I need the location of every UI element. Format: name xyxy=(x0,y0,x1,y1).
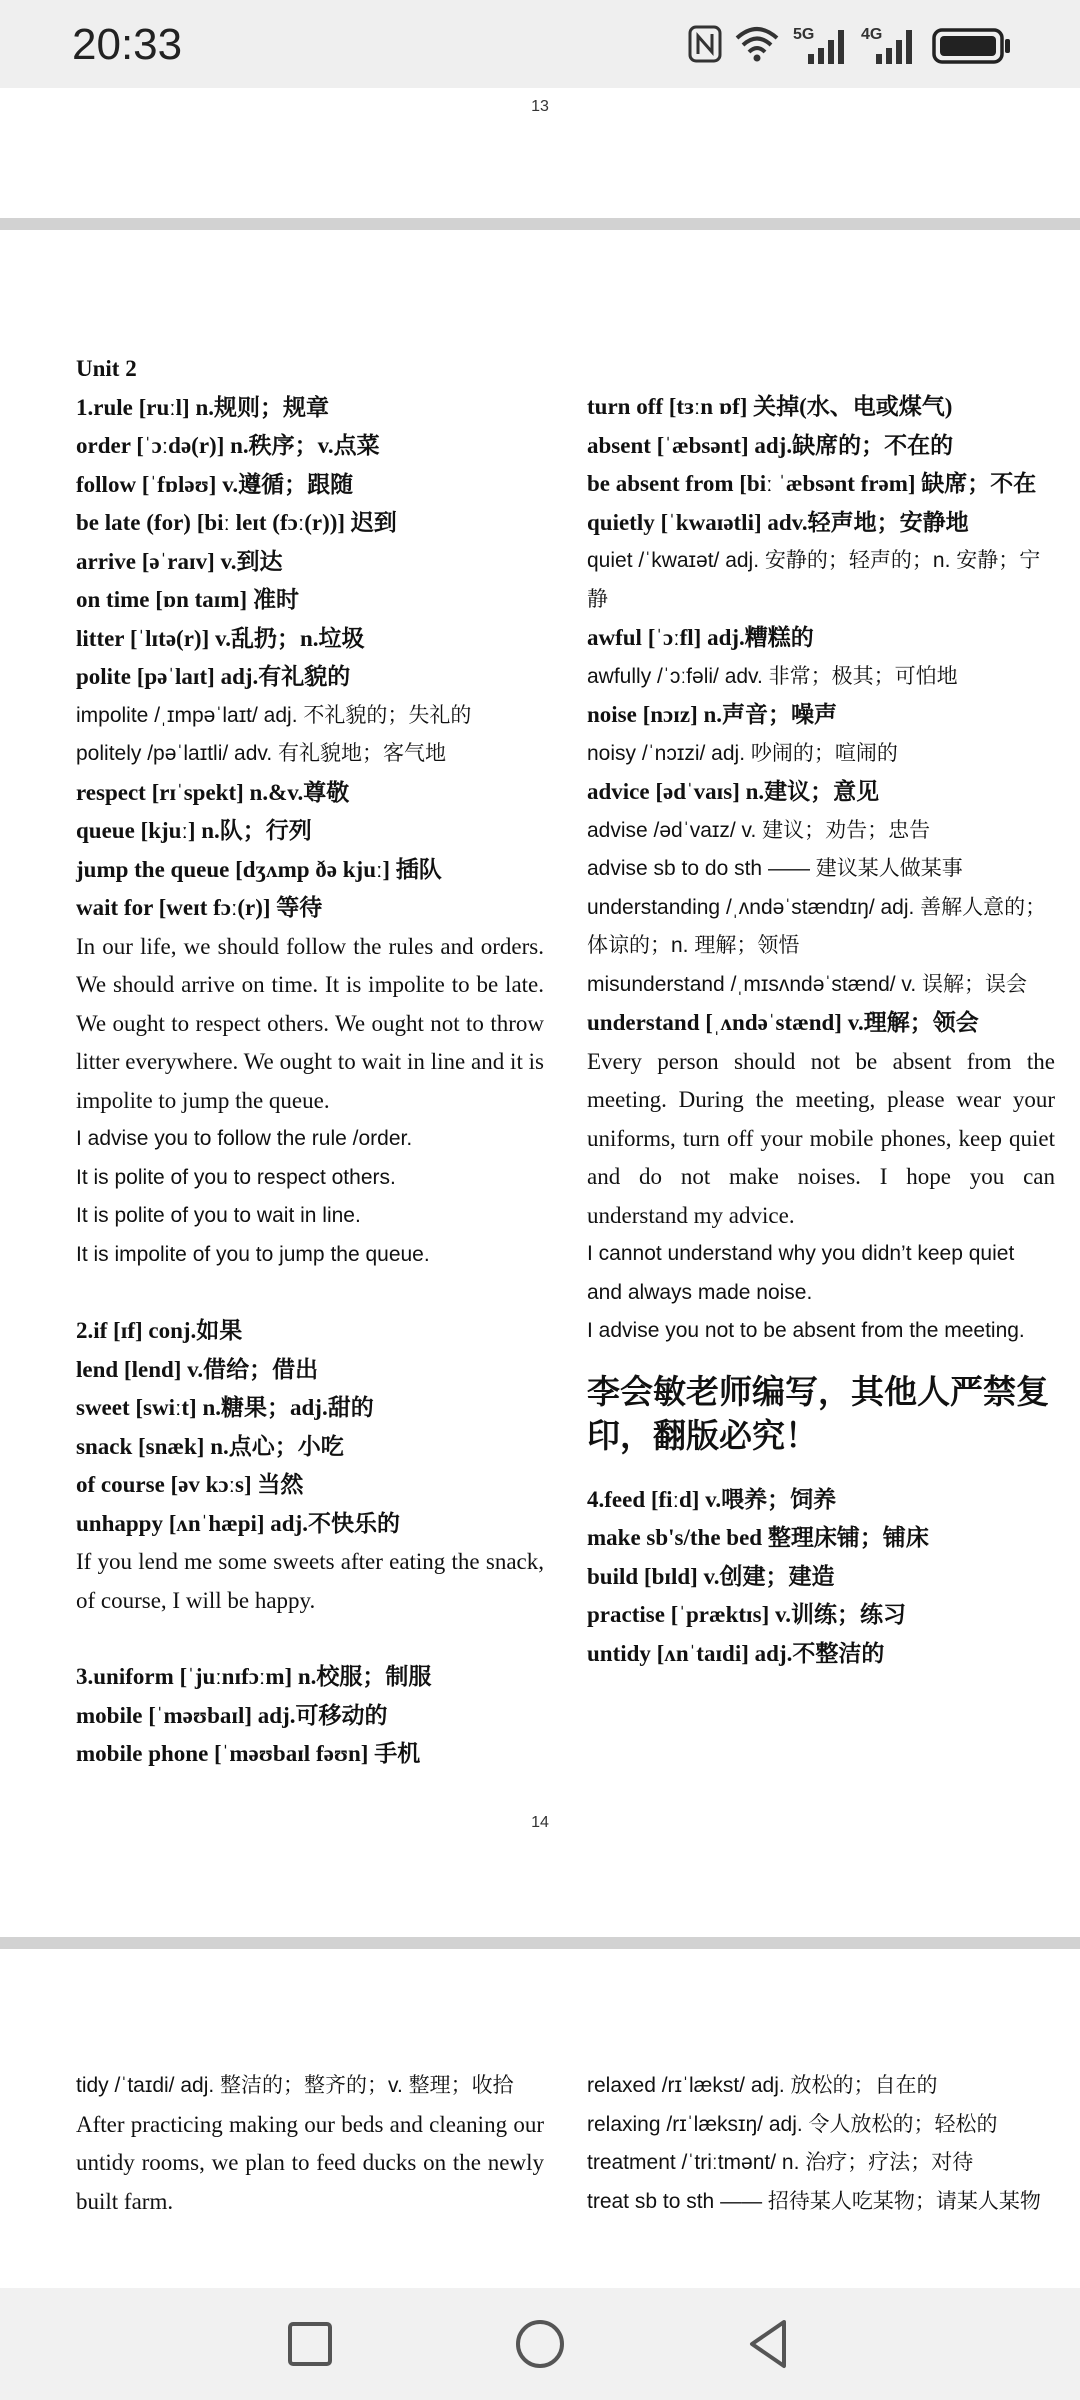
vocab-line: jump the queue [dʒʌmp ðə kjuː] 插队 xyxy=(76,856,442,882)
vocab-line: It is polite of you to wait in line. xyxy=(76,1204,361,1227)
page-15-left-column xyxy=(76,2067,544,2221)
vocab-line: order [ˈɔːdə(r)] n.秩序；v.点菜 xyxy=(76,433,380,458)
paragraph: In our life, we should follow the rules and orders. We should arrive on time. It is impolite to be late. We ought to respect others. We ought not to throw litter everywhere. We ought to wait in line and it is impolite to jump the queue. xyxy=(76,933,544,1113)
vocab-line: on time [ɒn taɪm] 准时 xyxy=(76,587,299,612)
vocab-line: queue [kjuː] n.队；行列 xyxy=(76,818,312,843)
vocab-line: sweet [swiːt] n.糖果；adj.甜的 xyxy=(76,1395,374,1420)
vocab-line: make sb's/the bed 整理床铺；铺床 xyxy=(587,1525,929,1550)
vocab-line: understand [ˌʌndəˈstænd] v.理解；领会 xyxy=(587,1010,979,1035)
wifi-icon xyxy=(734,24,780,64)
vocab-line: noisy /ˈnɔɪzi/ adj. 吵闹的；喧闹的 xyxy=(587,741,898,765)
document-viewer[interactable] xyxy=(0,88,1080,2288)
paragraph: If you lend me some sweets after eating the snack, of course, I will be happy. xyxy=(76,1549,544,1613)
net2-label: 4G xyxy=(861,26,883,43)
vocab-line: quietly [ˈkwaɪətli] adv.轻声地；安静地 xyxy=(587,509,969,535)
vocab-line: relaxed /rɪˈlækst/ adj. 放松的；自在的 xyxy=(587,2074,938,2097)
vocab-line: understanding /ˌʌndəˈstændɪŋ/ adj. 善解人意的；体谅的；n. 理解；领悟 xyxy=(587,895,1047,957)
vocab-line: impolite /ˌɪmpəˈlaɪt/ adj. 不礼貌的；失礼的 xyxy=(76,703,472,727)
vocab-line: advise /ədˈvaɪz/ v. 建议；劝告；忠告 xyxy=(587,818,931,842)
vocab-line: I cannot understand why you didn’t keep quiet and always made noise. xyxy=(587,1242,1015,1304)
vocab-line: advise sb to do sth —— 建议某人做某事 xyxy=(587,857,963,880)
vocab-line: 4.feed [fiːd] v.喂养；饲养 xyxy=(587,1486,837,1512)
signal-4g-icon xyxy=(860,24,918,66)
page-number-13: 13 xyxy=(531,98,549,115)
vocab-line: 1.rule [ruːl] n.规则；规章 xyxy=(76,394,329,420)
vocab-line: tidy /ˈtaɪdi/ adj. 整洁的；整齐的；v. 整理；收拾 xyxy=(76,2074,514,2097)
vocab-line: practise [ˈpræktɪs] v.训练；练习 xyxy=(587,1602,907,1627)
vocab-line: build [bɪld] v.创建；建造 xyxy=(587,1563,835,1589)
vocab-line: politely /pəˈlaɪtli/ adv. 有礼貌地；客气地 xyxy=(76,742,447,765)
status-bar xyxy=(0,0,1080,88)
vocab-line: quiet /ˈkwaɪət/ adj. 安静的；轻声的；n. 安静；宁静 xyxy=(587,549,1041,611)
vocab-line: treat sb to sth —— 招待某人吃某物；请某人某物 xyxy=(587,2189,1041,2213)
notice-text: 李会敏老师编写，其他人严禁复印，翻版必究！ xyxy=(587,1374,1049,1455)
vocab-line: wait for [weɪt fɔː(r)] 等待 xyxy=(76,895,323,920)
vocab-line: relaxing /rɪˈlæksɪŋ/ adj. 令人放松的；轻松的 xyxy=(587,2112,998,2136)
nfc-icon xyxy=(688,24,722,64)
vocab-line: It is polite of you to respect others. xyxy=(76,1165,396,1189)
battery-icon xyxy=(932,28,1012,64)
page-number-14: 14 xyxy=(531,1814,549,1831)
page-15-right-column xyxy=(587,2067,1055,2221)
vocab-line: noise [nɔɪz] n.声音；噪声 xyxy=(587,702,838,727)
vocab-line: Unit 2 xyxy=(76,356,137,381)
page-divider xyxy=(0,1937,1080,1949)
navigation-bar xyxy=(0,2288,1080,2400)
vocab-line: be absent from [biː ˈæbsənt frəm] 缺席；不在 xyxy=(587,471,1037,496)
vocab-line: of course [əv kɔːs] 当然 xyxy=(76,1472,304,1497)
home-button[interactable] xyxy=(508,2312,572,2376)
signal-5g-icon xyxy=(792,24,850,66)
vocab-line: untidy [ʌnˈtaɪdi] adj.不整洁的 xyxy=(587,1640,885,1666)
vocab-line: follow [ˈfɒləʊ] v.遵循；跟随 xyxy=(76,471,354,497)
page-divider xyxy=(0,218,1080,230)
vocab-line: treatment /ˈtriːtmənt/ n. 治疗；疗法；对待 xyxy=(587,2151,974,2174)
back-button[interactable] xyxy=(738,2312,802,2376)
vocab-line: lend [lend] v.借给；借出 xyxy=(76,1356,319,1382)
vocab-line: absent [ˈæbsənt] adj.缺席的；不在的 xyxy=(587,432,954,458)
page-14-right-column xyxy=(587,388,1055,1673)
vocab-line: 2.if [ɪf] conj.如果 xyxy=(76,1318,243,1343)
net1-label: 5G xyxy=(793,26,815,43)
vocab-line: I advise you to follow the rule /order. xyxy=(76,1127,413,1150)
spacer xyxy=(76,1274,544,1312)
vocab-line: turn off [tɜːn ɒf] 关掉(水、电或煤气) xyxy=(587,394,953,419)
vocab-line: litter [ˈlɪtə(r)] v.乱扔；n.垃圾 xyxy=(76,625,365,651)
vocab-line: snack [snæk] n.点心；小吃 xyxy=(76,1433,344,1459)
vocab-line: 3.uniform [ˈjuːnɪfɔːm] n.校服；制服 xyxy=(76,1664,432,1689)
page-14-left-column xyxy=(76,350,544,1774)
vocab-line: advice [ədˈvaɪs] n.建议；意见 xyxy=(587,779,880,804)
vocab-line: misunderstand /ˌmɪsʌndəˈstænd/ v. 误解；误会 xyxy=(587,972,1028,996)
paragraph: After practicing making our beds and cleaning our untidy rooms, we plan to feed ducks on the newly built farm. xyxy=(76,2111,544,2214)
status-time: 20:33 xyxy=(72,20,183,69)
vocab-line: be late (for) [biː leɪt (fɔː(r))] 迟到 xyxy=(76,510,397,535)
spacer xyxy=(76,1620,544,1658)
vocab-line: awfully /ˈɔːfəli/ adv. 非常；极其；可怕地 xyxy=(587,664,958,688)
paragraph: Every person should not be absent from the meeting. During the meeting, please wear your uniforms, turn off your mobile phones, keep quiet and do not make noises. I hope you can understand my advice. xyxy=(587,1048,1055,1228)
vocab-line: I advise you not to be absent from the meeting. xyxy=(587,1319,1025,1342)
vocab-line: It is impolite of you to jump the queue. xyxy=(76,1242,430,1266)
vocab-line: mobile [ˈməʊbaɪl] adj.可移动的 xyxy=(76,1702,388,1728)
vocab-line: respect [rɪˈspekt] n.&v.尊敬 xyxy=(76,779,350,805)
recents-button[interactable] xyxy=(278,2312,342,2376)
vocab-line: mobile phone [ˈməʊbaɪl fəʊn] 手机 xyxy=(76,1741,421,1766)
vocab-line: unhappy [ʌnˈhæpi] adj.不快乐的 xyxy=(76,1510,401,1536)
vocab-line: awful [ˈɔːfl] adj.糟糕的 xyxy=(587,625,814,650)
vocab-line: polite [pəˈlaɪt] adj.有礼貌的 xyxy=(76,664,351,689)
vocab-line: arrive [əˈraɪv] v.到达 xyxy=(76,548,283,574)
